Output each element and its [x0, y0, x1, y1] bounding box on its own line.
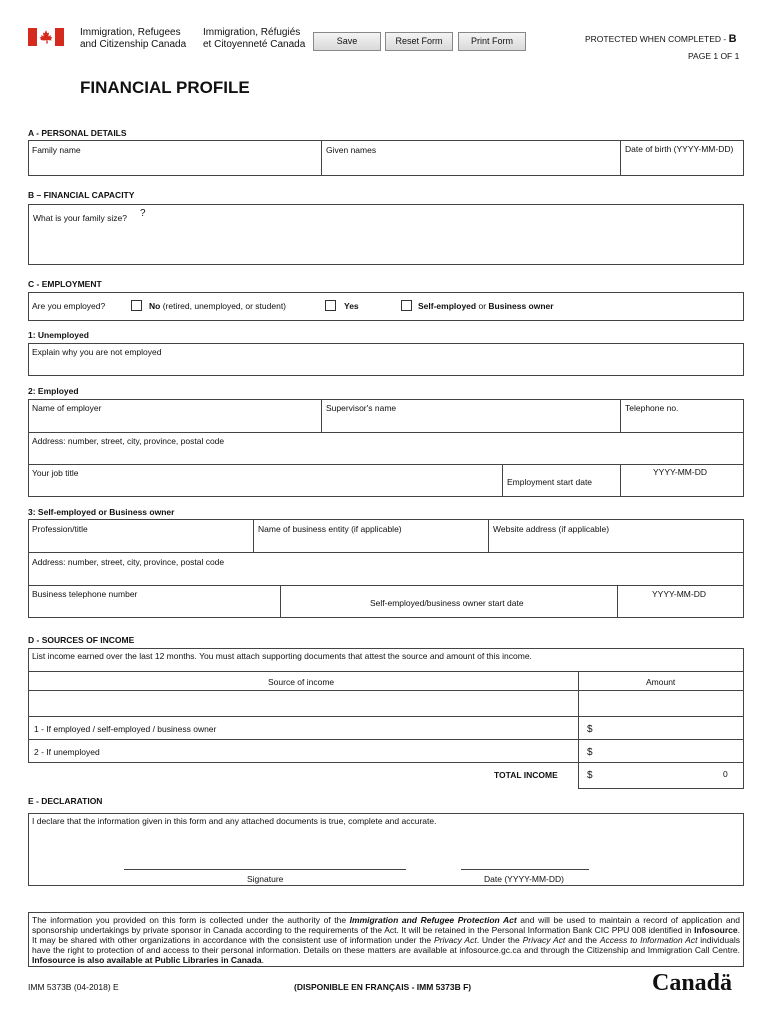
address-input[interactable] — [29, 447, 743, 463]
business-name-input[interactable] — [254, 535, 487, 551]
self-employed-heading: 3: Self-employed or Business owner — [28, 507, 175, 517]
declaration-statement: I declare that the information given in this form and any attached documents is true, complete and accurate. — [32, 816, 437, 826]
dept-name-fr: Immigration, Réfugiés et Citoyenneté Canada — [203, 27, 306, 50]
section-e-heading: E - DECLARATION — [28, 796, 103, 806]
job-title-input[interactable] — [29, 479, 501, 496]
income-header-row — [28, 671, 744, 691]
reset-form-button[interactable]: Reset Form — [385, 32, 453, 51]
signature-input[interactable] — [124, 852, 406, 868]
section-a-heading: A - PERSONAL DETAILS — [28, 128, 127, 138]
row-1-amount-input[interactable] — [598, 718, 743, 738]
family-name-input[interactable] — [29, 156, 320, 175]
website-label: Website address (if applicable) — [493, 524, 610, 534]
job-title-label: Your job title — [32, 468, 79, 478]
employment-start-input[interactable] — [621, 478, 743, 496]
unemployed-heading: 1: Unemployed — [28, 330, 89, 340]
signature-label: Signature — [247, 874, 284, 884]
family-size-input[interactable] — [150, 208, 190, 224]
yes-option-label: Yes — [344, 301, 359, 311]
employer-name-label: Name of employer — [32, 403, 102, 413]
total-currency: $ — [587, 770, 593, 781]
self-employed-option-label: Self-employed or Business owner — [418, 301, 554, 311]
dob-label: Date of birth (YYYY-MM-DD) — [625, 144, 734, 154]
supervisor-name-input[interactable] — [322, 414, 619, 431]
family-size-label: What is your family size? — [33, 213, 127, 223]
blank-amount-input[interactable] — [580, 692, 743, 716]
total-income-label: TOTAL INCOME — [494, 770, 558, 780]
row-2-amount-input[interactable] — [598, 741, 743, 761]
explain-label: Explain why you are not employed — [32, 347, 162, 357]
declaration-date-input[interactable] — [461, 852, 589, 868]
dob-input[interactable] — [621, 156, 743, 175]
income-instructions: List income earned over the last 12 months. You must attach supporting documents that attest the source and amount of this income. — [32, 651, 532, 661]
section-b-heading: B – FINANCIAL CAPACITY — [28, 190, 135, 200]
date-line — [461, 869, 589, 870]
save-button[interactable]: Save — [313, 32, 381, 51]
profession-input[interactable] — [29, 535, 252, 551]
employment-start-format: YYYY-MM-DD — [653, 467, 707, 477]
help-icon[interactable]: ? — [140, 208, 146, 219]
canada-wordmark: Canadä — [652, 970, 733, 996]
profession-label: Profession/title — [32, 524, 88, 534]
signature-line — [124, 869, 406, 870]
page-title: FINANCIAL PROFILE — [80, 78, 250, 97]
financial-capacity-box — [28, 204, 744, 265]
no-option-label: No (retired, unemployed, or student) — [149, 301, 287, 311]
business-phone-label: Business telephone number — [32, 589, 138, 599]
section-c-heading: C - EMPLOYMENT — [28, 279, 102, 289]
row-1-currency: $ — [587, 724, 593, 735]
self-start-input[interactable] — [618, 600, 743, 617]
business-name-label: Name of business entity (if applicable) — [258, 524, 402, 534]
french-availability: (DISPONIBLE EN FRANÇAIS - IMM 5373B F) — [294, 982, 472, 992]
employed-heading: 2: Employed — [28, 386, 79, 396]
row-2-currency: $ — [587, 747, 593, 758]
income-row-1-label: 1 - If employed / self-employed / business owner — [34, 724, 217, 734]
self-start-label: Self-employed/business owner start date — [370, 598, 524, 608]
privacy-notice: The information you provided on this form is collected under the authority of the Immigration and Refugee Protection Act and will be used to maintain a record of application and sponsorship undertakings by private sponsor in Canada according to the requirements of the Act. It will be retained in the Personal Information Bank CIC PPU 008 identified in Infosource. It may be shared with other organizations in accordance with the consistent use of information under the Privacy Act. Under the Privacy Act and the Access to Information Act individuals have the right to protection of and access to their personal information. Details on these matters are available at infosource.gc.ca and through the Citizenship and Immigration Call Centre. Infosource is also available at Public Libraries in Canada. — [32, 915, 740, 965]
income-row-2-label: 2 - If unemployed — [34, 747, 100, 757]
given-names-input[interactable] — [322, 156, 619, 175]
total-income-box — [578, 762, 744, 789]
business-phone-input[interactable] — [29, 600, 279, 617]
explain-input[interactable] — [29, 358, 743, 375]
family-name-label: Family name — [32, 145, 81, 155]
dept-name-en: Immigration, Refugees and Citizenship Canada — [80, 27, 187, 50]
website-input[interactable] — [489, 535, 743, 551]
self-start-format: YYYY-MM-DD — [652, 589, 706, 599]
protected-label: PROTECTED WHEN COMPLETED - B — [585, 33, 737, 45]
canada-flag-icon — [28, 28, 64, 46]
employment-start-label: Employment start date — [507, 477, 593, 487]
total-income-value: 0 — [723, 769, 728, 779]
declaration-date-label: Date (YYYY-MM-DD) — [484, 874, 564, 884]
amount-column-header: Amount — [646, 677, 676, 687]
business-address-input[interactable] — [29, 568, 743, 584]
page-info: PAGE 1 OF 1 — [688, 51, 740, 61]
telephone-input[interactable] — [621, 414, 743, 431]
supervisor-name-label: Supervisor's name — [326, 403, 397, 413]
source-column-header: Source of income — [268, 677, 335, 687]
form-code: IMM 5373B (04-2018) E — [28, 982, 119, 992]
self-employed-checkbox[interactable] — [401, 300, 412, 311]
telephone-label: Telephone no. — [625, 403, 679, 413]
yes-checkbox[interactable] — [325, 300, 336, 311]
employer-name-input[interactable] — [29, 414, 320, 431]
print-form-button[interactable]: Print Form — [458, 32, 526, 51]
employed-question: Are you employed? — [32, 301, 106, 311]
address-label: Address: number, street, city, province, postal code — [32, 436, 225, 446]
section-d-heading: D - SOURCES OF INCOME — [28, 635, 135, 645]
business-address-label: Address: number, street, city, province, postal code — [32, 557, 225, 567]
given-names-label: Given names — [326, 145, 377, 155]
no-checkbox[interactable] — [131, 300, 142, 311]
